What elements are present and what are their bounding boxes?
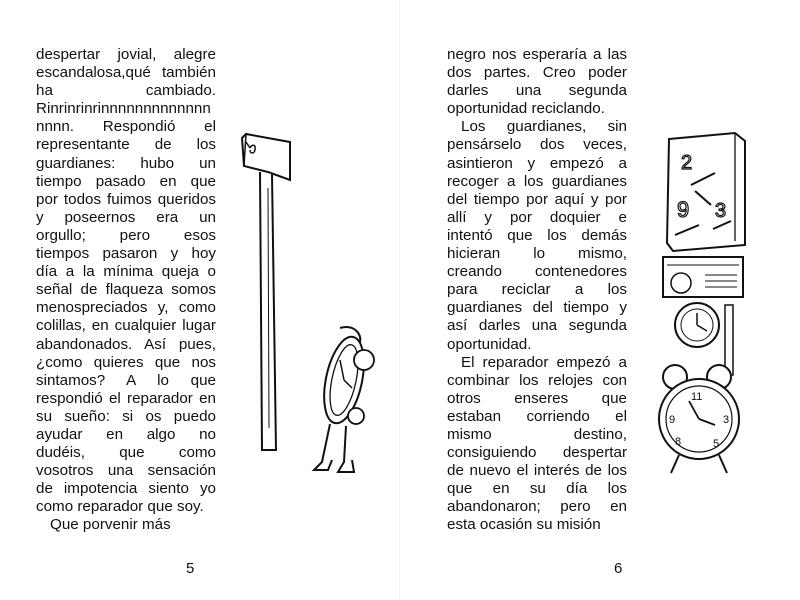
text-line: El reparador empezó a bbox=[461, 353, 627, 371]
text-line: día a la mínima queja o bbox=[36, 263, 216, 281]
text-line: como reparador que soy. bbox=[36, 498, 204, 516]
text-line: guardianes: hubo un bbox=[36, 154, 216, 172]
text-line: respondió el reparador en bbox=[36, 389, 216, 407]
text-line: por todos fuimos queridos bbox=[36, 190, 216, 208]
page-number: 5 bbox=[186, 560, 195, 577]
text-line: tiempos pasaron y hoy bbox=[36, 245, 216, 263]
text-line: despertar jovial, alegre bbox=[36, 46, 216, 63]
svg-text:2: 2 bbox=[681, 152, 693, 174]
text-line: estaban corriendo el bbox=[447, 407, 627, 425]
text-line: ayudar en algo no bbox=[36, 425, 216, 443]
text-line: de impotencia siento yo bbox=[36, 480, 216, 498]
text-line: abandonados. Así pues, bbox=[36, 335, 216, 353]
text-line: guardianes del tiempo y bbox=[447, 299, 627, 317]
text-line: representante de los bbox=[36, 136, 216, 154]
text-line: hicieran lo mismo, bbox=[447, 245, 627, 263]
text-line: otros enseres que bbox=[447, 389, 627, 407]
text-line: oportunidad reciclando. bbox=[447, 100, 605, 118]
text-line: asintieron y empezó a bbox=[447, 154, 627, 172]
text-line: Los guardianes, sin bbox=[461, 118, 627, 136]
svg-text:9: 9 bbox=[669, 414, 676, 426]
text-line: Rinrinrinrinnnnnnnnnnnnn bbox=[36, 100, 211, 118]
text-line: dos partes. Creo poder bbox=[447, 64, 627, 82]
text-line: tiempo pasado en que bbox=[36, 172, 216, 190]
text-line: del tiempo por aquí y por bbox=[447, 190, 627, 208]
text-line: allí y por doquier e bbox=[447, 208, 627, 226]
text-line: colillas, en cualquier lugar bbox=[36, 317, 216, 335]
text-line: Que porvenir más bbox=[50, 516, 171, 534]
text-line: para reciclar a los bbox=[447, 281, 627, 299]
text-line: negro nos esperaría a las bbox=[447, 46, 627, 63]
svg-text:3: 3 bbox=[723, 414, 730, 426]
text-line: señal de flaqueza somos bbox=[36, 281, 216, 299]
text-line: oportunidad. bbox=[447, 335, 532, 353]
text-line: creando contenedores bbox=[447, 263, 627, 281]
text-line: su sueño: si os puedo bbox=[36, 407, 216, 425]
text-line: ha cambiado. bbox=[36, 82, 216, 100]
walking-clock-illustration bbox=[310, 320, 390, 480]
svg-text:3: 3 bbox=[715, 200, 727, 222]
text-line: de nuevo el interés de los bbox=[447, 462, 627, 480]
text-line: consiguiendo despertar bbox=[447, 444, 627, 462]
text-line: ¿como quieres que nos bbox=[36, 353, 216, 371]
text-line: así darles una segunda bbox=[447, 317, 627, 335]
text-line: combinar los relojes con bbox=[447, 371, 627, 389]
text-line: orgullo; pero esos bbox=[36, 226, 216, 244]
svg-text:8: 8 bbox=[675, 436, 682, 448]
text-line: vosotros una sensación bbox=[36, 462, 216, 480]
svg-text:11: 11 bbox=[691, 391, 703, 403]
text-line: sintamos? A lo que bbox=[36, 371, 216, 389]
text-line: darles una segunda bbox=[447, 82, 627, 100]
text-line: escandalosa,qué también bbox=[36, 64, 216, 82]
text-line: nnnn. Respondió el bbox=[36, 118, 216, 136]
svg-text:5: 5 bbox=[713, 438, 720, 450]
text-line: que en su día los bbox=[447, 480, 627, 498]
text-line: menospreciados y, como bbox=[36, 299, 216, 317]
text-line: intentó que los demás bbox=[447, 226, 627, 244]
left-text-column bbox=[36, 46, 216, 535]
text-line: pensárselo dos veces, bbox=[447, 136, 627, 154]
text-line: y poseernos era un bbox=[36, 208, 216, 226]
text-line: esta ocasión su misión bbox=[447, 516, 601, 534]
text-line: dudéis, que como bbox=[36, 444, 216, 462]
text-line: abandonaron; pero en bbox=[447, 498, 627, 516]
clock-tower-illustration bbox=[655, 125, 755, 480]
text-line: recoger a los guardianes bbox=[447, 172, 627, 190]
hammer-illustration bbox=[238, 128, 298, 458]
page-number: 6 bbox=[614, 560, 623, 577]
right-page bbox=[400, 0, 800, 600]
text-line: mismo destino, bbox=[447, 425, 627, 443]
right-text-column bbox=[447, 46, 627, 535]
svg-text:9: 9 bbox=[677, 197, 690, 222]
